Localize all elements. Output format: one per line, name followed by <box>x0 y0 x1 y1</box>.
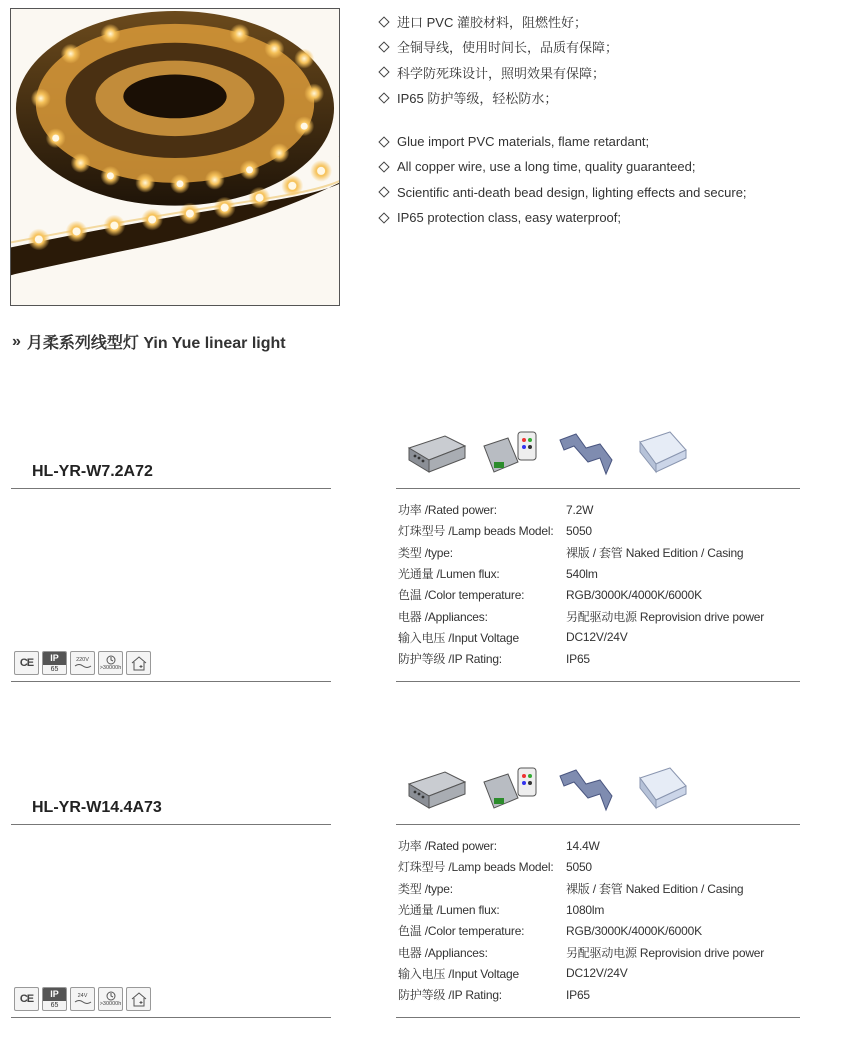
diamond-bullet-icon <box>378 41 389 52</box>
divider <box>11 824 331 825</box>
diamond-bullet-icon <box>378 187 389 198</box>
spec-table <box>398 835 798 1005</box>
spec-table <box>398 499 798 669</box>
table-row: 色温 /Color temperature: RGB/3000K/4000K/6000K <box>398 587 702 603</box>
diamond-bullet-icon <box>378 212 389 223</box>
table-row: 灯珠型号 /Lamp beads Model: 5050 <box>398 523 592 539</box>
diamond-bullet-icon <box>378 67 389 78</box>
list-item: IP65 protection class, easy waterproof; <box>380 205 747 230</box>
list-item: Scientific anti-death bead design, lighting effects and secure; <box>380 180 747 205</box>
certification-icons <box>14 987 151 1011</box>
list-item: 科学防死珠设计，照明效果有保障； <box>380 60 618 85</box>
mounting-clip-icon <box>556 764 616 812</box>
ce-mark-icon: CE <box>14 987 39 1011</box>
product-photo <box>10 8 340 306</box>
table-row: 防护等级 /IP Rating: IP65 <box>398 987 590 1003</box>
divider <box>396 681 800 682</box>
list-item: Glue import PVC materials, flame retardant; <box>380 129 747 154</box>
list-item: 进口 PVC 灌胶材料，阻燃性好； <box>380 9 618 34</box>
ip-rating-icon: IP 65 <box>42 987 67 1011</box>
diamond-bullet-icon <box>378 92 389 103</box>
ip-rating-icon: IP 65 <box>42 651 67 675</box>
table-row: 功率 /Rated power: 14.4W <box>398 838 600 854</box>
product-model: HL-YR-W7.2A72 <box>32 463 153 480</box>
table-row: 输入电压 /Input Voltage DC12V/24V <box>398 966 628 981</box>
indoor-use-icon <box>126 987 151 1011</box>
power-supply-icon <box>405 764 467 812</box>
table-row: 光通量 /Lumen flux: 1080lm <box>398 902 605 918</box>
table-row: 防护等级 /IP Rating: IP65 <box>398 651 590 667</box>
list-item: All copper wire, use a long time, quality guaranteed; <box>380 154 747 179</box>
feature-list-en <box>380 129 747 230</box>
section-title-text: 月柔系列线型灯 Yin Yue linear light <box>26 335 286 352</box>
power-supply-icon <box>405 428 467 476</box>
rgb-controller-icon <box>482 764 540 812</box>
diamond-bullet-icon <box>378 161 389 172</box>
diamond-bullet-icon <box>378 136 389 147</box>
product-card-2 <box>0 764 842 1024</box>
certification-icons <box>14 651 151 675</box>
silicone-casing-icon <box>634 764 690 812</box>
product-card-1 <box>0 428 842 688</box>
table-row: 输入电压 /Input Voltage DC12V/24V <box>398 630 628 645</box>
divider <box>396 488 800 489</box>
table-row: 类型 /type: 裸版 / 套管 Naked Edition / Casing <box>398 881 744 896</box>
table-row: 电器 /Appliances: 另配驱动电源 Reprovision drive power <box>398 609 765 624</box>
divider <box>11 488 331 489</box>
divider <box>396 1017 800 1018</box>
list-item: IP65 防护等级，轻松防水； <box>380 85 618 110</box>
table-row: 类型 /type: 裸版 / 套管 Naked Edition / Casing <box>398 545 744 560</box>
section-title <box>12 330 286 353</box>
table-row: 功率 /Rated power: 7.2W <box>398 502 594 518</box>
diamond-bullet-icon <box>378 16 389 27</box>
voltage-icon: 220V <box>70 651 95 675</box>
double-chevron-icon: » <box>12 332 21 350</box>
list-item: 全铜导线，使用时间长，品质有保障； <box>380 34 618 59</box>
table-row: 灯珠型号 /Lamp beads Model: 5050 <box>398 859 592 875</box>
feature-list-cn <box>380 9 618 110</box>
product-model: HL-YR-W14.4A73 <box>32 799 162 816</box>
voltage-icon: 24V <box>70 987 95 1011</box>
divider <box>11 681 331 682</box>
table-row: 色温 /Color temperature: RGB/3000K/4000K/6000K <box>398 923 702 939</box>
rgb-controller-icon <box>482 428 540 476</box>
table-row: 光通量 /Lumen flux: 540lm <box>398 566 598 582</box>
divider <box>11 1017 331 1018</box>
lifespan-icon: >30000h <box>98 987 123 1011</box>
ce-mark-icon: CE <box>14 651 39 675</box>
divider <box>396 824 800 825</box>
table-row: 电器 /Appliances: 另配驱动电源 Reprovision drive power <box>398 945 765 960</box>
silicone-casing-icon <box>634 428 690 476</box>
led-strip-image <box>11 9 339 305</box>
indoor-use-icon <box>126 651 151 675</box>
lifespan-icon: >30000h <box>98 651 123 675</box>
mounting-clip-icon <box>556 428 616 476</box>
